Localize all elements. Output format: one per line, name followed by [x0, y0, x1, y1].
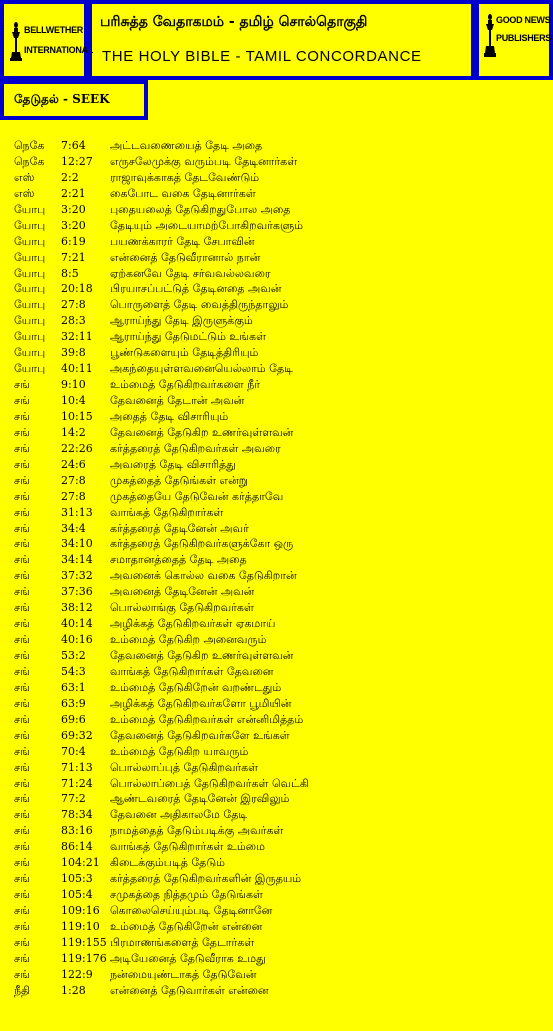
book-abbrev: சங்	[14, 521, 30, 535]
list-item	[14, 505, 549, 521]
verse-phrase: கர்த்தரைத் தேடுகிறவர்களின் இருதயம்	[110, 872, 302, 886]
verse-phrase: ஆண்டவரைத் தேடினேன் இரவிலும்	[110, 792, 290, 806]
list-item	[14, 521, 549, 537]
verse-reference: 37:36	[61, 585, 93, 599]
book-abbrev: சங்	[14, 585, 30, 599]
list-item	[14, 457, 549, 473]
list-item	[14, 664, 549, 680]
book-abbrev: சங்	[14, 569, 30, 583]
list-item	[14, 186, 549, 202]
verse-reference: 1:28	[61, 983, 86, 997]
list-item	[14, 600, 549, 616]
verse-reference: 37:32	[61, 569, 93, 583]
verse-phrase: அவனைத் தேடினேன் அவன்	[110, 585, 255, 599]
verse-reference: 109:16	[61, 904, 100, 917]
section-heading-box	[0, 80, 148, 120]
verse-phrase: வாங்கத் தேடுகிறார்கள்	[110, 505, 224, 519]
list-item	[14, 807, 549, 823]
list-item	[14, 791, 549, 807]
book-abbrev: நெகே	[14, 154, 45, 168]
verse-reference: 7:64	[61, 139, 86, 152]
section-heading: தேடுதல் - SEEK	[14, 92, 110, 106]
book-abbrev: நீதி	[14, 983, 31, 997]
book-abbrev: யோபு	[14, 250, 46, 264]
verse-reference: 12:27	[61, 154, 93, 168]
verse-phrase: வாங்கத் தேடுகிறார்கள் தேவனை	[110, 664, 274, 678]
list-item	[14, 903, 549, 919]
verse-reference: 77:2	[61, 792, 86, 806]
verse-reference: 28:3	[61, 314, 86, 328]
book-abbrev: யோபு	[14, 282, 46, 296]
verse-phrase: பொல்லாப்பைத் தேடுகிறவர்கள் வெட்கி	[110, 776, 309, 790]
verse-phrase: ராஜாவுக்காகத் தேடவேண்டும்	[110, 170, 260, 184]
book-abbrev: யோபு	[14, 330, 46, 344]
book-abbrev: யோபு	[14, 346, 46, 360]
verse-reference: 105:4	[61, 888, 93, 902]
verse-reference: 54:3	[61, 664, 86, 678]
verse-phrase: அழிக்கத் தேடுகிறவர்களோ பூமியின்	[110, 696, 292, 710]
book-abbrev: எஸ்	[14, 170, 35, 184]
list-item	[14, 728, 549, 744]
verse-reference: 69:6	[61, 712, 86, 726]
book-abbrev: சங்	[14, 712, 30, 726]
list-item	[14, 345, 549, 361]
list-item	[14, 919, 549, 935]
verse-reference: 119:176	[61, 951, 107, 965]
verse-phrase: நன்மையுண்டாகத் தேடுவேன்	[110, 967, 257, 981]
verse-reference: 34:14	[61, 553, 93, 567]
list-item	[14, 441, 549, 457]
verse-reference: 104:21	[61, 856, 100, 870]
verse-reference: 40:16	[61, 633, 93, 647]
verse-phrase: கர்த்தரைத் தேடினேன் அவர்	[110, 521, 249, 535]
verse-reference: 119:10	[61, 919, 100, 933]
verse-phrase: பிரமாணங்களைத் தேடார்கள்	[110, 935, 255, 949]
book-abbrev: சங்	[14, 441, 30, 455]
book-abbrev: சங்	[14, 840, 30, 854]
book-abbrev: சங்	[14, 744, 30, 758]
book-abbrev: சங்	[14, 792, 30, 806]
verse-phrase: வாங்கத் தேடுகிறார்கள் உம்மை	[110, 840, 265, 854]
title-box	[88, 0, 475, 80]
list-item	[14, 266, 549, 282]
book-abbrev: சங்	[14, 888, 30, 902]
verse-reference: 40:11	[61, 362, 93, 376]
list-item	[14, 218, 549, 234]
list-item	[14, 281, 549, 297]
list-item	[14, 632, 549, 648]
verse-reference: 78:34	[61, 808, 93, 822]
book-abbrev: சங்	[14, 457, 30, 471]
verse-phrase: உம்மைத் தேடுகிறவர்களை நீர்	[110, 378, 260, 392]
book-abbrev: சங்	[14, 617, 30, 631]
verse-reference: 40:14	[61, 617, 93, 631]
list-item	[14, 154, 549, 170]
book-abbrev: சங்	[14, 664, 30, 678]
verse-phrase: அழிக்கத் தேடுகிறவர்கள் ஏகமாய்	[110, 617, 276, 631]
verse-phrase: அட்டவணையைத் தேடி அதை	[110, 139, 263, 152]
list-item	[14, 584, 549, 600]
verse-phrase: சமுகத்தை நித்தமும் தேடுங்கள்	[110, 888, 263, 902]
list-item	[14, 855, 549, 871]
verse-phrase: கர்த்தரைத் தேடுகிறவர்களுக்கோ ஒரு	[110, 537, 294, 551]
list-item	[14, 536, 549, 552]
list-item	[14, 170, 549, 186]
verse-reference: 39:8	[61, 346, 86, 360]
verse-phrase: தேடியும் அடையாமற்போகிறவர்களும்	[110, 218, 304, 232]
lamp-icon	[10, 22, 22, 62]
book-abbrev: சங்	[14, 951, 30, 965]
verse-reference: 34:10	[61, 537, 93, 551]
verse-phrase: ஆராய்ந்து தேடி இருளுக்கும்	[110, 314, 253, 328]
verse-reference: 22:26	[61, 441, 93, 455]
list-item	[14, 983, 549, 999]
list-item	[14, 473, 549, 489]
verse-reference: 122:9	[61, 967, 93, 981]
list-item	[14, 489, 549, 505]
book-abbrev: சங்	[14, 473, 30, 487]
good-news-logo-text: GOOD NEWS PUBLISHERS	[496, 15, 552, 43]
list-item	[14, 202, 549, 218]
verse-phrase: தேவனைத் தேடுகிற உணர்வுள்ளவன்	[110, 649, 294, 662]
verse-phrase: அவரைத் தேடி விசாரித்து	[110, 457, 236, 471]
verse-phrase: முகத்தைத் தேடுங்கள் என்று	[110, 473, 248, 487]
verse-reference: 83:16	[61, 824, 93, 838]
list-item	[14, 361, 549, 377]
verse-reference: 24:6	[61, 457, 86, 471]
verse-phrase: ஏற்கனவே தேடி சர்வவல்லவரை	[110, 266, 271, 280]
verse-reference: 3:20	[61, 202, 86, 216]
verse-phrase: அகந்தையுள்ளவனையெல்லாம் தேடி	[110, 362, 293, 376]
book-abbrev: சங்	[14, 919, 30, 933]
verse-reference: 119:155	[61, 935, 107, 949]
bellwether-logo-text: BELLWETHER INTERNATIONAL	[24, 25, 93, 55]
book-abbrev: சங்	[14, 872, 30, 886]
book-abbrev: நெகே	[14, 139, 45, 152]
verse-phrase: பூண்டுகளையும் தேடித்திரியும்	[110, 346, 259, 360]
book-abbrev: யோபு	[14, 218, 46, 232]
book-abbrev: சங்	[14, 696, 30, 710]
verse-phrase: பிரயாசப்பட்டுத் தேடினதை அவன்	[110, 282, 282, 296]
verse-reference: 27:8	[61, 298, 86, 312]
verse-reference: 70:4	[61, 744, 86, 758]
list-item	[14, 552, 549, 568]
verse-reference: 71:24	[61, 776, 93, 790]
verse-phrase: முகத்தையே தேடுவேன் கர்த்தாவே	[110, 489, 284, 503]
list-item	[14, 648, 549, 664]
verse-phrase: உம்மைத் தேடுகிறவர்கள் என்னிமித்தம்	[110, 712, 304, 726]
verse-reference: 105:3	[61, 872, 93, 886]
list-item	[14, 568, 549, 584]
book-abbrev: சங்	[14, 553, 30, 567]
book-abbrev: சங்	[14, 649, 30, 662]
verse-phrase: கர்த்தரைத் தேடுகிறவர்கள் அவரை	[110, 441, 281, 455]
list-item	[14, 839, 549, 855]
book-abbrev: சங்	[14, 537, 30, 551]
verse-reference: 14:2	[61, 425, 86, 439]
verse-reference: 63:9	[61, 696, 86, 710]
list-item	[14, 313, 549, 329]
list-item	[14, 887, 549, 903]
list-item	[14, 871, 549, 887]
verse-phrase: கொலைசெய்யும்படி தேடினானே	[110, 904, 273, 917]
book-abbrev: சங்	[14, 728, 30, 742]
verse-reference: 6:19	[61, 234, 86, 248]
verse-reference: 10:4	[61, 394, 86, 407]
verse-reference: 38:12	[61, 601, 93, 615]
title-english: THE HOLY BIBLE - TAMIL CONCORDANCE	[102, 48, 422, 65]
book-abbrev: சங்	[14, 394, 30, 407]
book-abbrev: சங்	[14, 935, 30, 949]
list-item	[14, 329, 549, 345]
verse-reference: 7:21	[61, 250, 86, 264]
book-abbrev: யோபு	[14, 314, 46, 328]
book-abbrev: சங்	[14, 856, 30, 870]
verse-reference: 34:4	[61, 521, 86, 535]
list-item	[14, 823, 549, 839]
verse-reference: 20:18	[61, 282, 93, 296]
list-item	[14, 967, 549, 983]
verse-reference: 10:15	[61, 409, 93, 423]
verse-reference: 2:21	[61, 186, 86, 200]
title-tamil: பரிசுத்த வேதாகமம் - தமிழ் சொல்தொகுதி	[100, 14, 368, 30]
book-abbrev: சங்	[14, 808, 30, 822]
book-abbrev: யோபு	[14, 362, 46, 376]
list-item	[14, 616, 549, 632]
list-item	[14, 425, 549, 441]
verse-phrase: தேவனைத் தேடான் அவன்	[110, 394, 245, 407]
book-abbrev: யோபு	[14, 202, 46, 216]
list-item	[14, 297, 549, 313]
lamp-icon	[484, 14, 496, 58]
verse-phrase: கிடைக்கும்படித் தேடும்	[110, 856, 226, 870]
list-item	[14, 377, 549, 393]
concordance-list	[14, 138, 549, 999]
book-abbrev: சங்	[14, 760, 30, 774]
book-abbrev: யோபு	[14, 298, 46, 312]
verse-reference: 8:5	[61, 266, 79, 280]
list-item	[14, 760, 549, 776]
list-item	[14, 250, 549, 266]
book-abbrev: சங்	[14, 505, 30, 519]
verse-phrase: என்னைத் தேடுவீரானால் நான்	[110, 250, 261, 264]
list-item	[14, 409, 549, 425]
verse-phrase: தேவனை அதிகாலமே தேடி	[110, 808, 248, 822]
verse-phrase: நாமத்தைத் தேடும்படிக்கு அவர்கள்	[110, 824, 284, 838]
verse-reference: 71:13	[61, 760, 93, 774]
verse-reference: 69:32	[61, 728, 93, 742]
verse-phrase: என்னைத் தேடுவார்கள் என்னை	[110, 983, 269, 997]
verse-phrase: உம்மைத் தேடுகிற யாவரும்	[110, 744, 249, 758]
list-item	[14, 776, 549, 792]
book-abbrev: சங்	[14, 680, 30, 694]
verse-phrase: தேவனைத் தேடுகிறவர்களே உங்கள்	[110, 728, 290, 742]
list-item	[14, 393, 549, 409]
verse-reference: 27:8	[61, 473, 86, 487]
verse-phrase: பயணக்காரர் தேடி சேபாவின்	[110, 234, 255, 248]
book-abbrev: சங்	[14, 425, 30, 439]
list-item	[14, 744, 549, 760]
verse-phrase: பொல்லாங்கு தேடுகிறவர்கள்	[110, 601, 254, 615]
book-abbrev: சங்	[14, 776, 30, 790]
verse-reference: 63:1	[61, 680, 86, 694]
list-item	[14, 696, 549, 712]
book-abbrev: சங்	[14, 378, 30, 392]
list-item	[14, 234, 549, 250]
book-abbrev: யோபு	[14, 234, 46, 248]
list-item	[14, 935, 549, 951]
bellwether-logo-box	[0, 0, 93, 80]
book-abbrev: சங்	[14, 904, 30, 917]
verse-phrase: உம்மைத் தேடுகிற அனைவரும்	[110, 633, 267, 647]
verse-phrase: எருசலேமுக்கு வரும்படி தேடினார்கள்	[110, 154, 298, 168]
verse-phrase: அடியேனைத் தேடுவீராக உமது	[110, 951, 266, 965]
verse-reference: 53:2	[61, 649, 86, 662]
verse-reference: 2:2	[61, 170, 79, 184]
book-abbrev: சங்	[14, 489, 30, 503]
list-item	[14, 138, 549, 154]
list-item	[14, 680, 549, 696]
verse-phrase: அதைத் தேடி விசாரியும்	[110, 409, 229, 423]
book-abbrev: யோபு	[14, 266, 46, 280]
book-abbrev: சங்	[14, 824, 30, 838]
book-abbrev: சங்	[14, 409, 30, 423]
verse-reference: 32:11	[61, 330, 93, 344]
verse-phrase: புதையலைத் தேடுகிறதுபோல அதை	[110, 202, 291, 216]
verse-reference: 3:20	[61, 218, 86, 232]
verse-reference: 9:10	[61, 378, 86, 392]
verse-phrase: கைபோட வகை தேடினார்கள்	[110, 186, 256, 200]
book-abbrev: சங்	[14, 633, 30, 647]
verse-phrase: சமாதானத்தைத் தேடி அதை	[110, 553, 247, 567]
verse-phrase: பொருளைத் தேடி வைத்திருந்தாலும்	[110, 298, 289, 312]
verse-phrase: தேவனைத் தேடுகிற உணர்வுள்ளவன்	[110, 425, 294, 439]
book-abbrev: எஸ்	[14, 186, 35, 200]
verse-phrase: உம்மைத் தேடுகிறேன் என்னை	[110, 919, 263, 933]
verse-phrase: ஆராய்ந்து தேடுமட்டும் உங்கள்	[110, 330, 267, 344]
good-news-logo-box	[475, 0, 553, 80]
book-abbrev: சங்	[14, 967, 30, 981]
verse-phrase: உம்மைத் தேடுகிறேன் வறண்டதும்	[110, 680, 282, 694]
verse-reference: 27:8	[61, 489, 86, 503]
list-item	[14, 951, 549, 967]
verse-phrase: அவனைக் கொல்ல வகை தேடுகிறான்	[110, 569, 297, 583]
verse-reference: 31:13	[61, 505, 93, 519]
verse-reference: 86:14	[61, 840, 93, 854]
verse-phrase: பொல்லாப்புத் தேடுகிறவர்கள்	[110, 760, 259, 774]
book-abbrev: சங்	[14, 601, 30, 615]
list-item	[14, 712, 549, 728]
